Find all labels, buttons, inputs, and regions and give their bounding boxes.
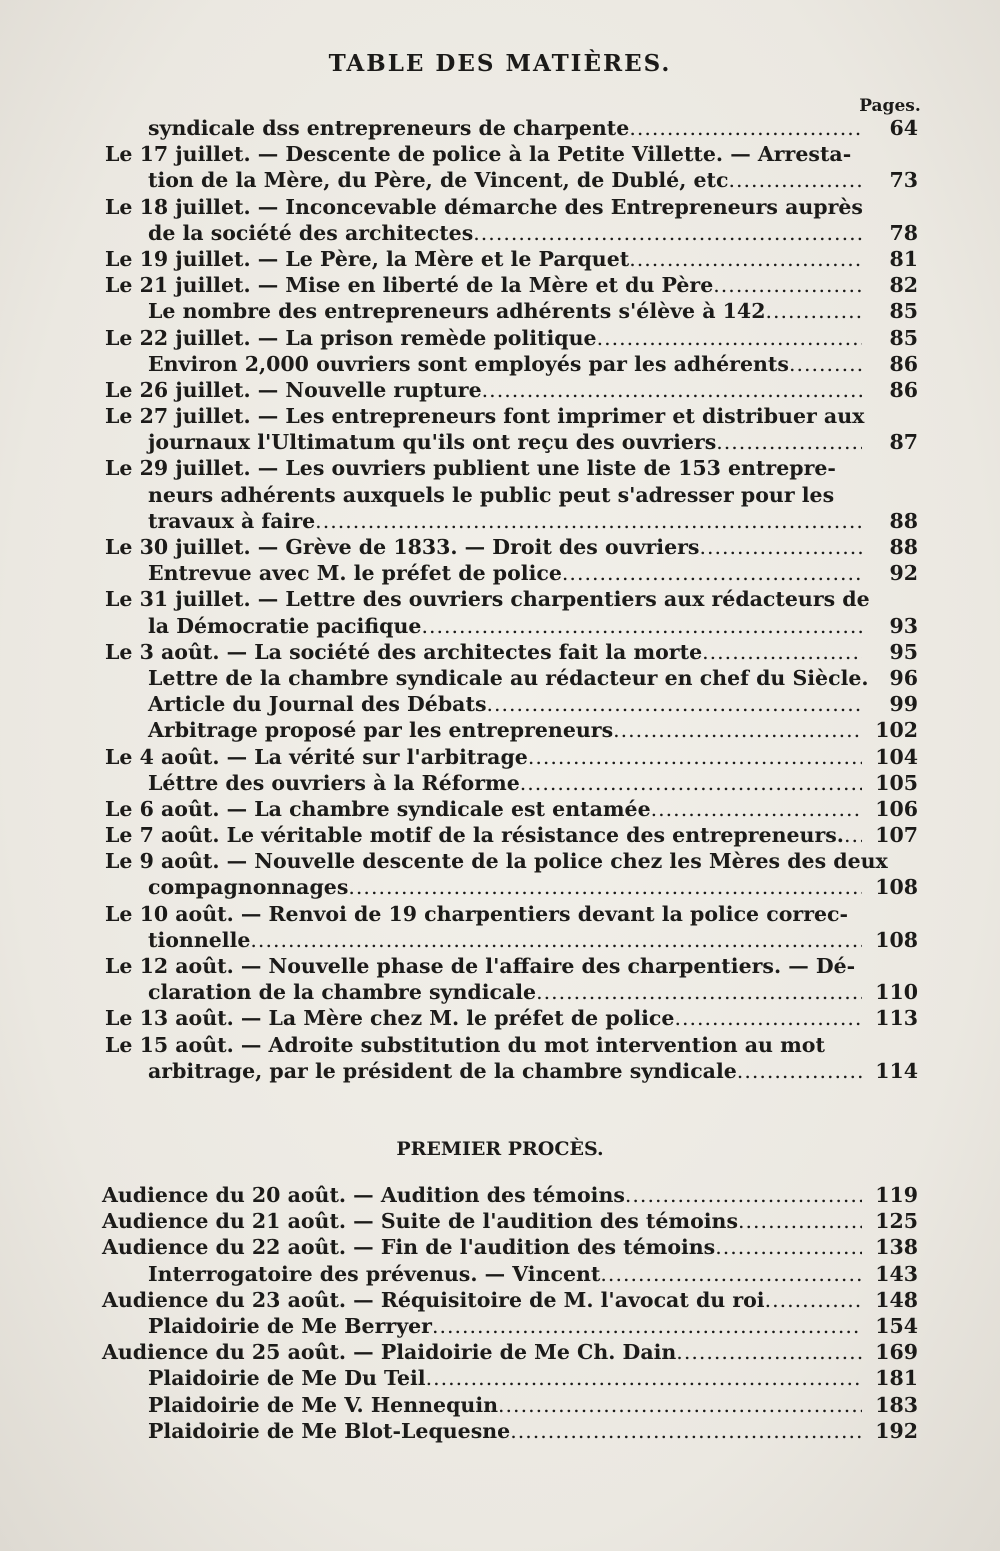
toc-entry-line — [0, 848, 1000, 874]
toc-entry — [0, 455, 1000, 534]
toc-entry — [0, 770, 1000, 796]
toc-entry-line — [0, 246, 1000, 272]
toc-entry-text: Le 10 août. — Renvoi de 19 charpentiers devant la police correc- — [105, 901, 849, 926]
toc-entry-line — [0, 429, 1000, 455]
toc-entry-line — [0, 901, 1000, 927]
dot-leader — [597, 325, 862, 351]
toc-entry — [0, 403, 1000, 455]
toc-entry-line — [0, 167, 1000, 193]
page-number: 108 — [875, 927, 918, 952]
table-of-contents-premier-proces — [0, 1182, 1000, 1444]
page-number: 86 — [889, 377, 918, 402]
toc-entry — [0, 351, 1000, 377]
dot-leader — [348, 874, 862, 900]
page-number: 78 — [889, 220, 918, 245]
toc-entry — [0, 691, 1000, 717]
toc-entry-line — [0, 1418, 1000, 1444]
page-number: 192 — [875, 1418, 918, 1443]
page-number: 119 — [875, 1183, 918, 1207]
page-number: 92 — [889, 561, 918, 586]
toc-entry-line — [0, 560, 1000, 586]
toc-entry-text: Audience du 21 août. — Suite de l'audition des témoins — [102, 1209, 738, 1234]
dot-leader — [613, 717, 862, 743]
toc-entry — [0, 560, 1000, 586]
page-number: 86 — [889, 351, 918, 376]
toc-entry-line — [0, 1287, 1000, 1313]
page-number: 108 — [875, 875, 918, 900]
page-number: 95 — [889, 639, 918, 664]
toc-entry-text: Audience du 20 août. — Audition des témoins — [102, 1183, 625, 1207]
dot-leader — [629, 115, 862, 141]
dot-leader — [528, 744, 862, 770]
toc-entry-text: Plaidoirie de Me V. Hennequin — [148, 1392, 499, 1417]
toc-entry — [0, 796, 1000, 822]
page-number: 88 — [889, 535, 918, 559]
toc-entry — [0, 1313, 1000, 1339]
toc-entry — [0, 1365, 1000, 1391]
toc-entry-line — [0, 874, 1000, 900]
toc-entry-text: compagnonnages — [148, 875, 349, 900]
toc-entry-line — [0, 586, 1000, 612]
dot-leader — [738, 1208, 862, 1234]
section-title: PREMIER PROCÈS. — [396, 1138, 604, 1160]
toc-entry-text: Interrogatoire des prévenus. — Vincent — [148, 1261, 601, 1286]
toc-entry-text: tion de la Mère, du Père, de Vincent, de Dublé, etc — [148, 168, 729, 193]
dot-leader — [432, 1313, 862, 1339]
page-number: 99 — [889, 692, 918, 717]
toc-entry — [0, 717, 1000, 743]
toc-entry-text: Le 31 juillet. — Lettre des ouvriers charpentiers aux rédacteurs de — [105, 587, 870, 612]
toc-entry-text: Lettre de la chambre syndicale au rédacteur en chef du Siècle. — [148, 665, 869, 690]
toc-entry-text: syndicale dss entrepreneurs de charpente — [148, 116, 630, 140]
dot-leader — [486, 691, 862, 717]
dot-leader — [765, 298, 862, 324]
dot-leader — [536, 979, 862, 1005]
toc-entry — [0, 115, 1000, 141]
dot-leader — [702, 639, 862, 665]
toc-entry-text: Le 17 juillet. — Descente de police à la Petite Villette. — Arresta- — [105, 142, 852, 167]
toc-entry-text: arbitrage, par le président de la chambre syndicale — [148, 1058, 737, 1083]
toc-entry-text: neurs adhérents auxquels le public peut s'adresser pour les — [148, 482, 835, 507]
page-number: 87 — [889, 430, 918, 455]
toc-entry — [0, 534, 1000, 560]
dot-leader — [789, 351, 862, 377]
toc-entry-text: Le 19 juillet. — Le Père, la Mère et le Parquet — [105, 246, 630, 271]
page-number: 148 — [875, 1287, 918, 1312]
toc-entry-text: Plaidoirie de Me Blot-Lequesne — [148, 1418, 511, 1443]
toc-entry-text: Article du Journal des Débats — [148, 692, 487, 717]
toc-entry — [0, 1261, 1000, 1287]
toc-entry — [0, 639, 1000, 665]
toc-entry-text: Le nombre des entrepreneurs adhérents s'élève à 142 — [148, 299, 766, 324]
page-number: 138 — [875, 1235, 918, 1260]
table-of-contents — [0, 115, 1000, 1084]
dot-leader — [729, 167, 863, 193]
page-number: 85 — [889, 299, 918, 324]
dot-leader — [482, 377, 862, 403]
page-number: 169 — [875, 1340, 918, 1365]
dot-leader — [426, 1365, 862, 1391]
toc-entry-line — [0, 272, 1000, 298]
dot-leader — [629, 246, 862, 272]
toc-entry-text: la Démocratie pacifique — [148, 613, 422, 638]
toc-entry — [0, 1005, 1000, 1031]
dot-leader — [699, 534, 862, 560]
toc-entry-line — [0, 482, 1000, 508]
page-number: 96 — [889, 665, 918, 690]
toc-entry-line — [0, 796, 1000, 822]
toc-entry-line — [0, 613, 1000, 639]
toc-entry-line — [0, 717, 1000, 743]
toc-entry-line — [0, 770, 1000, 796]
toc-entry-text: Audience du 25 août. — Plaidoirie de Me Ch. Dain — [102, 1340, 677, 1365]
toc-entry-text: Entrevue avec M. le préfet de police — [148, 561, 562, 586]
dot-leader — [765, 1287, 862, 1313]
toc-entry-line — [0, 979, 1000, 1005]
toc-entry-text: Arbitrage proposé par les entrepreneurs — [148, 718, 614, 743]
dot-leader — [520, 770, 862, 796]
toc-entry-line — [0, 1234, 1000, 1260]
toc-entry — [0, 1392, 1000, 1418]
page-number: 102 — [875, 718, 918, 743]
toc-entry-line — [0, 508, 1000, 534]
dot-leader — [510, 1418, 862, 1444]
toc-entry — [0, 744, 1000, 770]
dot-leader — [473, 220, 862, 246]
toc-entry-text: Le 21 juillet. — Mise en liberté de la Mère et du Père — [105, 273, 714, 298]
toc-entry — [0, 953, 1000, 1005]
page-number: 73 — [889, 168, 918, 193]
toc-entry-text: Léttre des ouvriers à la Réforme — [148, 770, 520, 795]
dot-leader — [625, 1182, 862, 1208]
toc-entry-text: Le 26 juillet. — Nouvelle rupture — [105, 377, 482, 402]
toc-entry-line — [0, 298, 1000, 324]
page-number: 113 — [875, 1006, 918, 1031]
toc-entry-line — [0, 639, 1000, 665]
toc-entry — [0, 1339, 1000, 1365]
toc-entry-line — [0, 351, 1000, 377]
dot-leader — [737, 1058, 862, 1084]
toc-entry-line — [0, 665, 1000, 691]
toc-entry-line — [0, 325, 1000, 351]
toc-entry — [0, 246, 1000, 272]
toc-entry — [0, 377, 1000, 403]
toc-entry-text: Le 15 août. — Adroite substitution du mot intervention au mot — [105, 1032, 825, 1057]
toc-entry-text: travaux à faire — [148, 508, 316, 533]
dot-leader — [676, 1339, 862, 1365]
dot-leader — [250, 927, 862, 953]
toc-entry-line — [0, 1313, 1000, 1339]
toc-entry-text: Le 18 juillet. — Inconcevable démarche des Entrepreneurs auprès — [105, 194, 863, 219]
page-number: 88 — [889, 508, 918, 533]
toc-entry-line — [0, 1182, 1000, 1208]
toc-entry-line — [0, 953, 1000, 979]
page-number: 64 — [889, 116, 918, 140]
toc-entry-text: Le 4 août. — La vérité sur l'arbitrage — [105, 744, 528, 769]
page-number: 85 — [889, 325, 918, 350]
page-number: 107 — [875, 823, 918, 848]
toc-entry-line — [0, 744, 1000, 770]
toc-entry-line — [0, 1005, 1000, 1031]
toc-entry-text: Environ 2,000 ouvriers sont employés par les adhérents — [148, 351, 789, 376]
toc-entry-line — [0, 1365, 1000, 1391]
toc-entry-text: Le 27 juillet. — Les entrepreneurs font imprimer et distribuer aux — [105, 404, 865, 429]
toc-entry-line — [0, 194, 1000, 220]
page-number: 82 — [889, 273, 918, 298]
page-number: 114 — [875, 1058, 918, 1083]
toc-entry-text: journaux l'Ultimatum qu'ils ont reçu des ouvriers — [148, 430, 717, 455]
toc-entry-line — [0, 1261, 1000, 1287]
page-number: 143 — [875, 1261, 918, 1286]
toc-entry-line — [0, 141, 1000, 167]
toc-entry-text: Le 12 août. — Nouvelle phase de l'affaire des charpentiers. — Dé- — [105, 954, 856, 978]
toc-entry — [0, 325, 1000, 351]
toc-entry-line — [0, 377, 1000, 403]
toc-entry — [0, 1418, 1000, 1444]
dot-leader — [713, 272, 862, 298]
dot-leader — [674, 1005, 862, 1031]
page-number: 93 — [889, 613, 918, 638]
page-number: 106 — [875, 796, 918, 821]
toc-entry — [0, 665, 1000, 691]
toc-entry — [0, 822, 1000, 848]
toc-entry-line — [0, 691, 1000, 717]
toc-entry-line — [0, 927, 1000, 953]
toc-entry-text: Le 29 juillet. — Les ouvriers publient une liste de 153 entrepre- — [105, 456, 836, 481]
dot-leader — [498, 1392, 862, 1418]
page-number: 104 — [875, 744, 918, 769]
toc-entry-line — [0, 115, 1000, 141]
toc-entry-text: Le 13 août. — La Mère chez M. le préfet de police — [105, 1006, 675, 1031]
toc-entry-text: Le 3 août. — La société des architectes fait la morte — [105, 639, 703, 664]
toc-entry-text: Le 30 juillet. — Grève de 1833. — Droit des ouvriers — [105, 535, 700, 559]
dot-leader — [562, 560, 862, 586]
toc-entry-text: Audience du 22 août. — Fin de l'audition des témoins — [102, 1235, 716, 1260]
page-number: 181 — [875, 1366, 918, 1391]
toc-entry-line — [0, 1032, 1000, 1058]
page-number: 110 — [875, 980, 918, 1005]
toc-entry — [0, 586, 1000, 638]
toc-entry-text: tionnelle — [148, 927, 251, 952]
toc-entry — [0, 848, 1000, 900]
toc-entry — [0, 1234, 1000, 1260]
page-number: 125 — [875, 1209, 918, 1234]
toc-entry-line — [0, 1208, 1000, 1234]
toc-entry — [0, 141, 1000, 193]
toc-entry-text: Plaidoirie de Me Du Teil — [148, 1366, 426, 1391]
dot-leader — [315, 508, 862, 534]
toc-entry — [0, 1182, 1000, 1208]
toc-entry — [0, 272, 1000, 298]
toc-entry-text: Audience du 23 août. — Réquisitoire de M. l'avocat du roi — [102, 1287, 765, 1312]
toc-entry-line — [0, 534, 1000, 560]
toc-entry-text: claration de la chambre syndicale — [148, 980, 537, 1005]
toc-entry-text: de la société des architectes — [148, 220, 474, 245]
pages-column-label: Pages. — [859, 96, 921, 116]
page-number: 81 — [889, 246, 918, 271]
toc-entry — [0, 1208, 1000, 1234]
toc-entry-line — [0, 1339, 1000, 1365]
dot-leader — [600, 1261, 862, 1287]
page-number: 183 — [875, 1392, 918, 1417]
toc-entry-text: Le 7 août. Le véritable motif de la résistance des entrepreneurs. — [105, 823, 844, 848]
toc-entry-line — [0, 403, 1000, 429]
toc-entry-line — [0, 1392, 1000, 1418]
toc-entry-line — [0, 220, 1000, 246]
page-number: 154 — [875, 1313, 918, 1338]
toc-entry — [0, 901, 1000, 953]
toc-entry — [0, 1287, 1000, 1313]
page-number: 105 — [875, 770, 918, 795]
toc-entry-line — [0, 822, 1000, 848]
toc-entry-text: Le 22 juillet. — La prison remède politique — [105, 325, 597, 350]
dot-leader — [651, 796, 862, 822]
toc-entry-text: Le 9 août. — Nouvelle descente de la police chez les Mères des deux — [105, 849, 888, 874]
toc-entry-text: Plaidoirie de Me Berryer — [148, 1313, 432, 1338]
dot-leader — [715, 1234, 862, 1260]
toc-entry — [0, 194, 1000, 246]
dot-leader — [421, 613, 862, 639]
dot-leader — [716, 429, 862, 455]
toc-entry — [0, 1032, 1000, 1084]
toc-entry — [0, 298, 1000, 324]
page-title: TABLE DES MATIÈRES. — [328, 50, 672, 77]
toc-entry-line — [0, 455, 1000, 481]
toc-entry-line — [0, 1058, 1000, 1084]
toc-entry-text: Le 6 août. — La chambre syndicale est entamée — [105, 796, 651, 821]
